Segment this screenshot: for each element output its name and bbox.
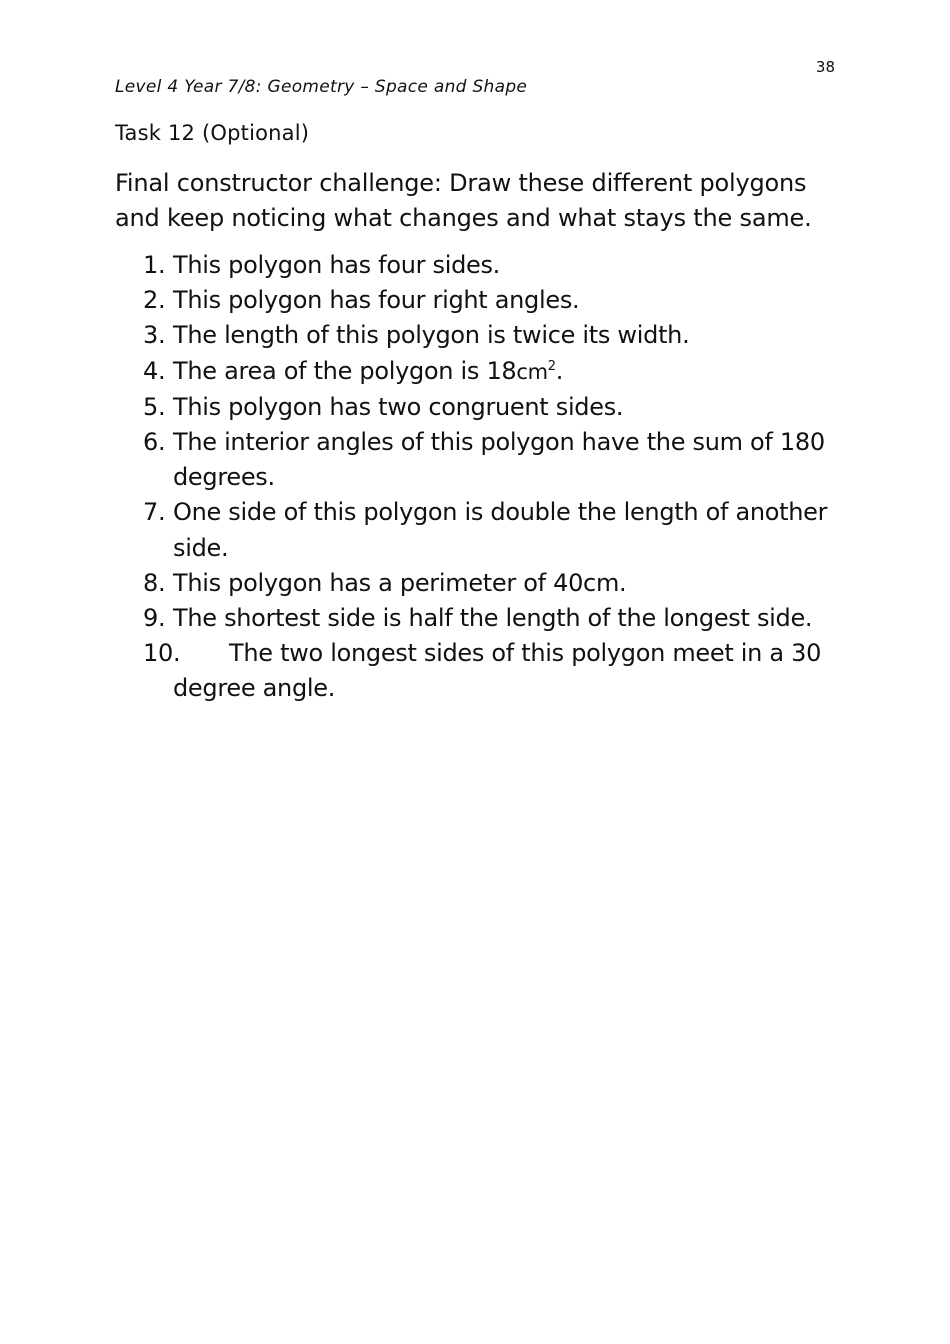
item-number: 5.: [143, 392, 166, 421]
item-number: 7.: [143, 498, 166, 527]
list-item: [140, 566, 830, 601]
task-list: [140, 248, 830, 707]
item-text: This polygon has two congruent sides.: [173, 392, 624, 421]
item-superscript: 2: [547, 358, 556, 374]
item-number: 2.: [143, 286, 166, 315]
item-text: The interior angles of this polygon have the sum of 180 degrees.: [173, 428, 825, 492]
item-number: 9.: [143, 604, 166, 633]
item-number: 4.: [143, 356, 166, 385]
item-text: The two longest sides of this polygon meet in a 30 degree angle.: [173, 639, 822, 703]
list-item: [140, 248, 830, 283]
list-item: [140, 601, 830, 636]
list-item: [140, 283, 830, 318]
running-header: Level 4 Year 7/8: Geometry – Space and Shape: [115, 77, 528, 97]
item-number: 1.: [143, 251, 166, 279]
item-text: This polygon has four right angles.: [173, 286, 580, 315]
item-text-end: .: [555, 356, 564, 385]
list-item: [140, 354, 830, 390]
list-item: [140, 636, 830, 706]
item-number: 10.: [143, 639, 181, 668]
page-number: 38: [815, 58, 835, 76]
item-text: One side of this polygon is double the length of another side.: [173, 498, 828, 562]
item-number: 6.: [143, 428, 166, 457]
item-number: 8.: [143, 568, 166, 597]
item-text: The area of the polygon is 18: [173, 356, 517, 385]
list-item: [140, 390, 830, 425]
list-item: [140, 318, 830, 353]
task-intro: Final constructor challenge: Draw these different polygons and keep noticing what changes and what stays the same.: [115, 169, 812, 232]
item-text: The shortest side is half the length of the longest side.: [173, 604, 813, 633]
item-text: The length of this polygon is twice its width.: [173, 321, 690, 350]
list-item: [140, 425, 830, 495]
item-text: This polygon has a perimeter of 40cm.: [173, 568, 627, 597]
item-unit: cm: [516, 359, 548, 384]
task-title: Task 12 (Optional): [115, 121, 310, 145]
item-number: 3.: [143, 321, 166, 350]
item-text: This polygon has four sides.: [173, 251, 501, 279]
list-item: [140, 495, 830, 565]
